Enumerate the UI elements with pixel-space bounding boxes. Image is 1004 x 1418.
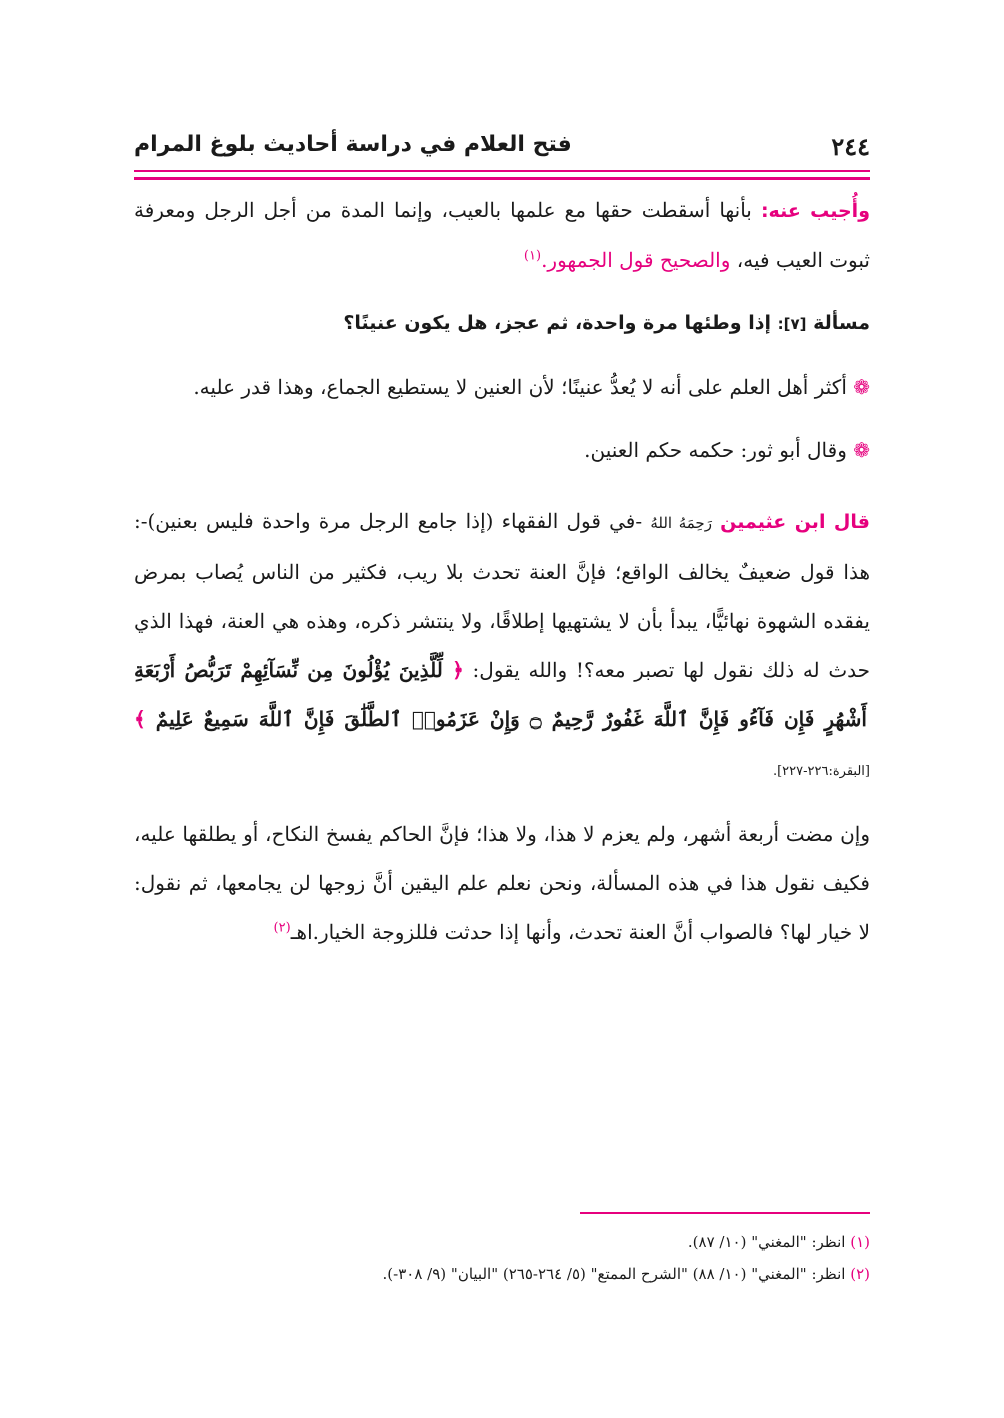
running-header: [134, 130, 870, 170]
footnote-separator: [580, 1212, 870, 1214]
bullet-text: أكثر أهل العلم على أنه لا يُعدُّ عنينًا؛ لأن العنين لا يستطيع الجماع، وهذا قدر عليه.: [193, 375, 847, 399]
quote-paragraph: [134, 497, 870, 796]
answer-label: وأُجيب عنه:: [760, 200, 871, 222]
bullet-text: وقال أبو ثور: حكمه حكم العنين.: [584, 438, 847, 462]
quote-text: -في قول الفقهاء (إذا جامع الرجل مرة واحدة فليس بعنين)-: هذا قول ضعيفٌ يخالف الواقع؛ فإنَّ العنة تحدث بلا ريب، فكثير من الناس يُصاب بمرض يفقده الشهوة نهائيًّا، يبدأ بأن لا يشتهيها إطلاقًا، ولا ينتشر ذكره، وهذه هي العنة، فهذا الذي حدث له ذلك نقول لها تصبر معه؟! والله يقول:: [134, 509, 871, 682]
majority-opinion: والصحيح قول الجمهور.: [541, 248, 731, 272]
header-rule-bottom: [134, 177, 870, 180]
continuation-text: وإن مضت أربعة أشهر، ولم يعزم لا هذا، ولا هذا؛ فإنَّ الحاكم يفسخ النكاح، أو يطلقها عليه، فكيف نقول هذا في هذه المسألة، ونحن نعلم علم اليقين أنَّ زوجها لن يجامعها، ثم نقول: لا خيار لها؟ فالصواب أنَّ العنة تحدث، وأنها إذا حدثت فللزوجة الخيار.اهـ: [134, 822, 870, 944]
answer-text: بأنها أسقطت حقها مع علمها بالعيب، وإنما المدة من أجل الرجل ومعرفة ثبوت العيب فيه،: [134, 198, 870, 272]
book-title: فتح العلام في دراسة أحاديث بلوغ المرام: [134, 132, 572, 157]
footnote-ref-2[interactable]: (٢): [273, 920, 291, 936]
footnotes: [134, 1226, 870, 1290]
quran-bracket-close: ﴾: [134, 707, 146, 731]
quran-bracket-open: ﴿: [452, 658, 464, 682]
footnote-ref-1[interactable]: (١): [523, 248, 542, 264]
continuation-paragraph: [134, 810, 870, 957]
flower-bullet-icon: ❁: [853, 375, 870, 399]
section-question: إذا وطئها مرة واحدة، ثم عجز، هل يكون عنينًا؟: [343, 312, 771, 334]
quote-author: قال ابن عثيمين: [720, 511, 870, 533]
verse-reference: [البقرة:٢٢٦-٢٢٧].: [772, 764, 870, 779]
footnote-item: [134, 1258, 870, 1290]
footnote-number: (٢): [850, 1265, 870, 1283]
page-body: [134, 186, 870, 957]
flower-bullet-icon: ❁: [853, 438, 870, 462]
bullet-item: [134, 426, 870, 475]
answer-paragraph: [134, 186, 870, 285]
footnote-text: انظر: "المغني" (١٠/ ٨٧).: [687, 1233, 846, 1251]
honorific: رَحِمَهُ اللهُ: [650, 514, 712, 532]
bullet-item: [134, 363, 870, 412]
page-number: ٢٤٤: [831, 132, 870, 161]
section-heading: [134, 299, 870, 349]
header-rule-top: [134, 170, 870, 172]
footnote-text: انظر: "المغني" (١٠/ ٨٨) "الشرح الممتع" (٥/ ٢٦٤-٢٦٥) "البيان" (٩/ ٣٠٨-).: [382, 1265, 846, 1283]
footnote-item: [134, 1226, 870, 1258]
verse-text: لِّلَّذِينَ يُؤْلُونَ مِن نِّسَآئِهِمْ تَرَبُّصُ أَرْبَعَةِ أَشْهُرٍ فَإِن فَآءُو فَإِنَّ ٱللَّهَ غَفُورٌ رَّحِيمٌ ۝ وَإِنْ عَزَمُوا۟ ٱلطَّلَٰقَ فَإِنَّ ٱللَّهَ سَمِيعٌ عَلِيمٌ: [134, 658, 867, 731]
section-label: مسألة: [813, 312, 870, 334]
section-number: [٧]:: [777, 315, 807, 333]
footnote-number: (١): [850, 1233, 870, 1251]
